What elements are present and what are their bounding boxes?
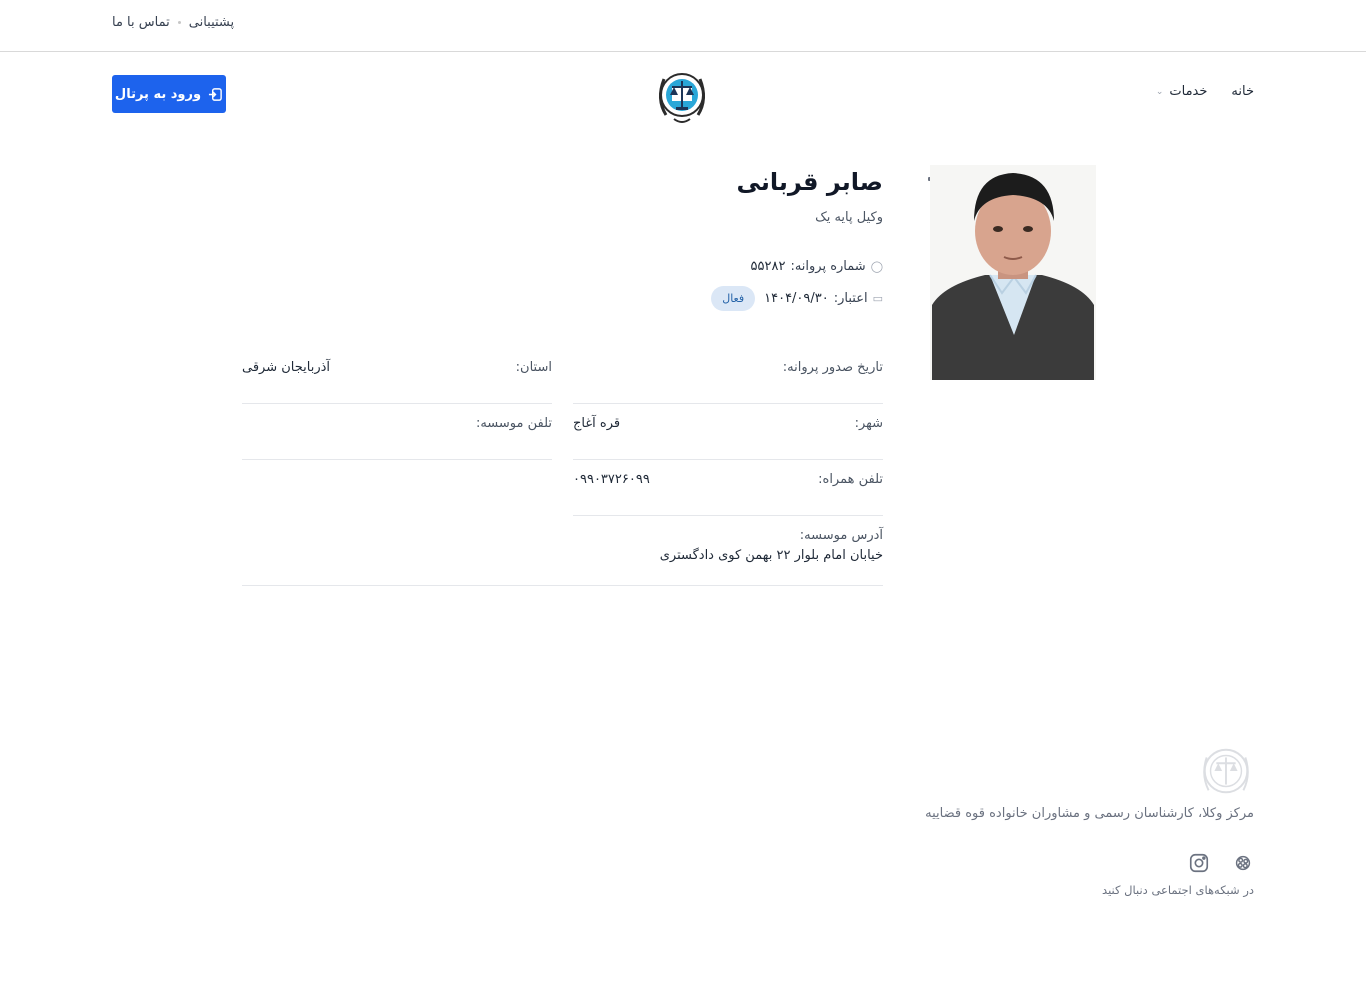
lawyer-name: صابر قربانی: [736, 168, 883, 196]
province-field: [242, 360, 552, 404]
lawyer-title: وکیل پایه یک: [815, 210, 883, 225]
login-icon: [208, 87, 223, 102]
office-phone-field: [242, 416, 552, 460]
city-field: [573, 416, 883, 460]
footer-title: مرکز وکلا، کارشناسان رسمی و مشاوران خانواده قوه قضاییه: [925, 806, 1254, 821]
nav-services[interactable]: [1156, 84, 1208, 99]
separator-dot: [178, 21, 181, 24]
nav-menu: [1156, 84, 1254, 99]
city-label: شهر:: [854, 416, 883, 431]
nav-services-label: خدمات: [1169, 84, 1208, 99]
mobile-label: تلفن همراه:: [818, 472, 883, 487]
footer-logo: [1197, 742, 1255, 800]
social-links: [1188, 852, 1254, 874]
validity-row: [711, 286, 883, 311]
portal-login-button[interactable]: [112, 75, 226, 113]
nav-home[interactable]: خانه: [1231, 84, 1254, 99]
address-label: آدرس موسسه:: [799, 528, 883, 543]
province-label: استان:: [515, 360, 552, 375]
mobile-value[interactable]: ۰۹۹۰۳۷۲۶۰۹۹: [573, 472, 650, 487]
validity-label: اعتبار:: [833, 291, 868, 306]
check-circle-icon: ◯: [870, 260, 883, 273]
follow-text: در شبکه‌های اجتماعی دنبال کنید: [1102, 883, 1254, 897]
top-links: [112, 15, 234, 30]
license-label: شماره پروانه:: [790, 259, 866, 274]
address-value: خیابان امام بلوار ۲۲ بهمن کوی دادگستری: [659, 548, 883, 563]
office-phone-label: تلفن موسسه:: [475, 416, 552, 431]
top-bar: [0, 0, 1366, 52]
city-value: قره آغاج: [573, 416, 621, 431]
portal-login-label: ورود به پرتال: [114, 86, 202, 102]
validity-date: ۱۴۰۴/۰۹/۳۰: [764, 291, 829, 306]
judiciary-logo[interactable]: [652, 65, 712, 125]
support-link[interactable]: پشتیبانی: [188, 15, 235, 30]
address-field: [242, 528, 883, 586]
issue-date-label: تاریخ صدور پروانه:: [782, 360, 883, 375]
issue-date-field: [573, 360, 883, 404]
calendar-icon: ▭: [872, 292, 883, 305]
mobile-field: [573, 472, 883, 516]
lawyer-photo: [930, 165, 1096, 380]
lawyer-photo-image: [930, 165, 1096, 380]
province-value: آذربایجان شرقی: [242, 360, 331, 375]
license-number: ۵۵۲۸۲: [750, 259, 786, 274]
status-badge: فعال: [711, 286, 755, 311]
license-row: [751, 259, 883, 274]
main-nav: [0, 60, 1366, 128]
instagram-icon[interactable]: [1188, 852, 1210, 874]
contact-link[interactable]: تماس با ما: [112, 15, 170, 30]
chevron-down-icon: ⌄: [1155, 86, 1164, 97]
aparat-icon[interactable]: [1232, 852, 1254, 874]
